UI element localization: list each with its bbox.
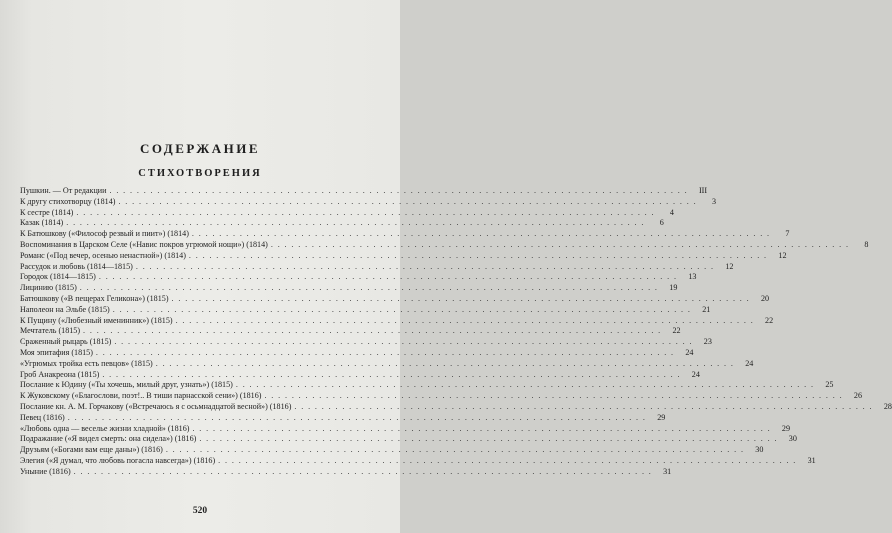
- toc-entry: [20, 304, 711, 316]
- dot-leader: [109, 186, 688, 197]
- dot-leader: [189, 251, 768, 262]
- toc-entry: [20, 250, 787, 262]
- toc-entry: [20, 326, 681, 337]
- dot-leader: [136, 262, 715, 273]
- dot-leader: [199, 434, 778, 445]
- dot-leader: [74, 467, 653, 478]
- toc-entry-page: 25: [825, 380, 834, 390]
- toc-entry: [20, 315, 774, 327]
- toc-entry-title: Лицинию (1815): [20, 283, 77, 293]
- dot-leader: [102, 370, 681, 381]
- dot-leader: [114, 337, 693, 348]
- toc-entry-page: 22: [672, 326, 681, 336]
- toc-entry-title: Певец (1816): [20, 412, 65, 422]
- toc-entry-page: 12: [778, 250, 787, 260]
- toc-entry-title: Воспоминания в Царском Селе («Навис покров угрюмой нощи») (1814): [20, 239, 268, 249]
- toc-entry-title: Гроб Анакреона (1815): [20, 369, 100, 379]
- toc-entry: [20, 423, 791, 435]
- toc-entry-page: 13: [688, 272, 697, 282]
- dot-leader: [68, 413, 647, 424]
- dot-leader: [271, 240, 850, 251]
- toc-entry-title: Моя эпитафия (1815): [20, 347, 93, 357]
- toc-entry-page: 4: [669, 207, 674, 217]
- toc-entry-page: 6: [659, 218, 664, 228]
- toc-entry-title: Друзьям («Богами вам еще даны») (1816): [20, 445, 163, 455]
- toc-entry-page: 30: [788, 434, 797, 444]
- toc-entry-page: 8: [864, 239, 869, 249]
- toc-entry-title: К сестре (1814): [20, 207, 74, 217]
- toc-entry: [20, 434, 797, 445]
- dot-leader: [118, 197, 697, 208]
- toc-entry-title: К Батюшкову («Философ резвый и пиит») (1814): [20, 229, 189, 239]
- dot-leader: [172, 294, 751, 305]
- toc-entry: [20, 261, 734, 273]
- toc-entry-page: 21: [702, 304, 711, 314]
- toc-entry-page: 31: [807, 455, 816, 465]
- toc-entry: [20, 445, 764, 456]
- toc-entry-title: К Пущину («Любезный именинник») (1815): [20, 315, 173, 325]
- dot-leader: [192, 229, 771, 240]
- toc-entry-title: Элегия («Я думал, что любовь погасла навсегда») (1816): [20, 455, 216, 465]
- toc-entry: [20, 412, 666, 424]
- toc-entry-page: 20: [760, 293, 770, 303]
- toc-entry: [20, 380, 834, 391]
- dot-leader: [166, 445, 745, 456]
- toc-entry-page: 31: [663, 466, 672, 476]
- toc-entry: [20, 455, 816, 467]
- toc-entry: [20, 391, 863, 402]
- dot-leader: [99, 272, 678, 283]
- toc-entry-page: 29: [781, 423, 791, 433]
- toc-entry: [20, 239, 869, 251]
- toc-entry-page: 28: [883, 401, 892, 411]
- toc-entry: [20, 186, 708, 197]
- toc-entry-title: Уныние (1816): [20, 466, 71, 476]
- toc-entry-title: «Любовь одна — веселье жизни хладной» (1816): [20, 423, 190, 433]
- toc-entry-title: Сраженный рыцарь (1815): [20, 337, 112, 347]
- dot-leader: [218, 456, 797, 467]
- toc-entry-title: К другу стихотворцу (1814): [20, 196, 116, 206]
- toc-entry-title: Мечтатель (1815): [20, 326, 81, 336]
- toc-entry-page: 3: [711, 196, 716, 206]
- toc-entry-title: «Угрюмых тройка есть певцов» (1815): [20, 358, 153, 368]
- toc-entry-title: Батюшкову («В пещерах Геликона») (1815): [20, 293, 169, 303]
- toc-entry-page: 12: [725, 261, 734, 271]
- section-title: СТИХОТВОРЕНИЯ: [138, 168, 262, 179]
- toc-entry: [20, 337, 712, 348]
- toc-entry-title: К Жуковскому («Благослови, поэт!.. В тиши парнасской сени») (1816): [20, 391, 262, 401]
- toc-entry: [20, 358, 754, 370]
- dot-leader: [80, 283, 659, 294]
- toc-entry-page: 24: [685, 347, 694, 357]
- dot-leader: [176, 316, 755, 327]
- toc-entry: [20, 401, 892, 413]
- dot-leader: [236, 380, 815, 391]
- dot-leader: [96, 348, 675, 359]
- dot-leader: [294, 402, 873, 413]
- toc-entry: [20, 196, 716, 208]
- dot-leader: [66, 218, 645, 229]
- toc-entry-page: 7: [785, 229, 790, 239]
- toc-entry: [20, 347, 694, 359]
- toc-entry: [20, 207, 674, 219]
- toc-entry: [20, 229, 790, 240]
- toc-entry-page: 22: [765, 315, 774, 325]
- toc-entry-title: Послание кн. А. М. Горчакову («Встречаюсь я с осьмнадцатой весной») (1816): [20, 401, 292, 411]
- toc-entry-title: Подражание («Я видел смерть: она сидела») (1816): [20, 434, 197, 444]
- toc-entry-title: Городок (1814—1815): [20, 272, 96, 282]
- dot-leader: [264, 391, 843, 402]
- page-title: СОДЕРЖАНИЕ: [139, 141, 261, 156]
- dot-leader: [113, 305, 692, 316]
- toc-entry: [20, 218, 664, 229]
- toc-entry-title: Послание к Юдину («Ты хочешь, милый друг, узнать») (1815): [20, 380, 233, 390]
- toc-entry-title: Рассудок и любовь (1814—1815): [20, 261, 133, 271]
- toc-entry-page: 24: [691, 369, 700, 379]
- toc-entry: [20, 369, 700, 381]
- dot-leader: [83, 326, 662, 337]
- toc-entry: [20, 293, 770, 305]
- toc-entry-title: Наполеон на Эльбе (1815): [20, 304, 110, 314]
- toc-entry-page: III: [698, 186, 708, 195]
- page-number: 520: [192, 506, 208, 516]
- toc-entry-page: 24: [745, 358, 754, 368]
- toc-entry-title: Романс («Под вечер, осенью ненастной») (1814): [20, 250, 186, 260]
- toc-entry-page: 19: [669, 283, 678, 293]
- table-of-contents: [20, 186, 892, 478]
- toc-entry-page: 29: [657, 412, 666, 422]
- dot-leader: [156, 359, 735, 370]
- toc-entry-page: 30: [755, 445, 764, 455]
- toc-entry-title: Казак (1814): [20, 218, 64, 228]
- dot-leader: [192, 424, 771, 435]
- toc-entry-title: Пушкин. — От редакции: [20, 186, 107, 195]
- toc-entry: [20, 283, 678, 294]
- dot-leader: [76, 208, 655, 219]
- toc-entry-page: 26: [853, 391, 863, 401]
- toc-entry-page: 23: [703, 337, 712, 347]
- toc-entry: [20, 272, 697, 283]
- toc-entry: [20, 466, 672, 478]
